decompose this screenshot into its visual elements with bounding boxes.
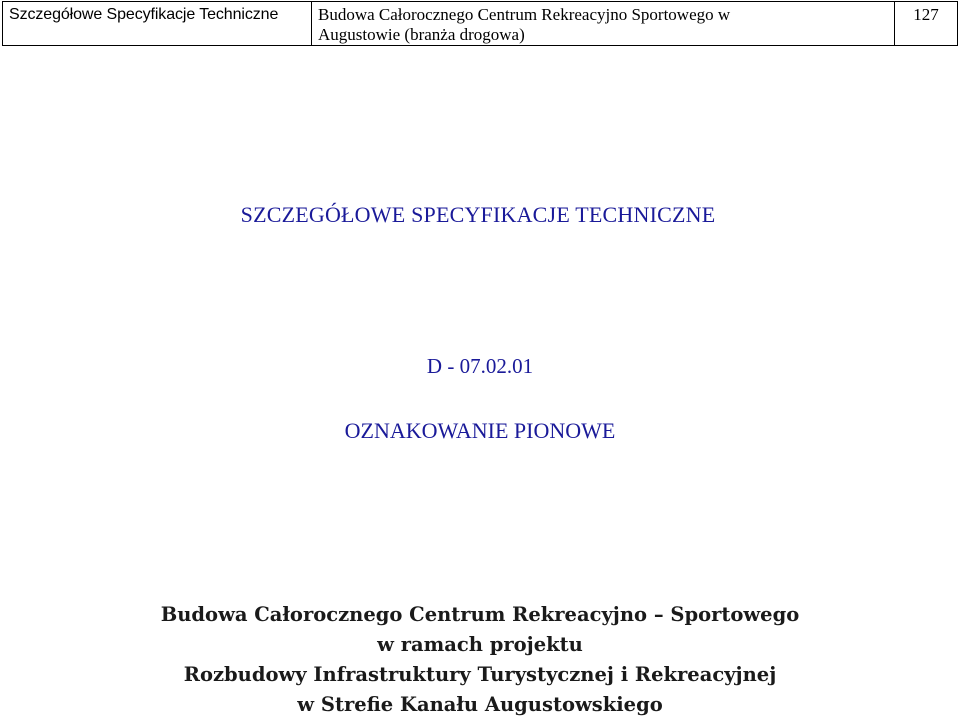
header-page-number: 127 xyxy=(895,2,958,46)
header-project-name xyxy=(312,2,895,46)
project-line-3: Rozbudowy Infrastruktury Turystycznej i Rekreacyjnej xyxy=(183,663,777,686)
header-doc-type: Szczegółowe Specyfikacje Techniczne xyxy=(3,2,312,46)
specification-subject: OZNAKOWANIE PIONOWE xyxy=(344,418,616,443)
specification-code: D - 07.02.01 xyxy=(426,354,534,378)
project-description xyxy=(0,600,960,720)
project-line-4: w Strefie Kanału Augustowskiego xyxy=(297,693,663,716)
header-project-line2: Augustowie (branża drogowa) xyxy=(318,25,525,44)
project-line-2: w ramach projektu xyxy=(377,633,583,656)
page-header xyxy=(2,1,958,46)
project-line-1: Budowa Całorocznego Centrum Rekreacyjno – Sportowego xyxy=(160,603,800,626)
document-title: SZCZEGÓŁOWE SPECYFIKACJE TECHNICZNE xyxy=(240,202,716,227)
header-project-line1: Budowa Całorocznego Centrum Rekreacyjno Sportowego w xyxy=(318,5,731,24)
